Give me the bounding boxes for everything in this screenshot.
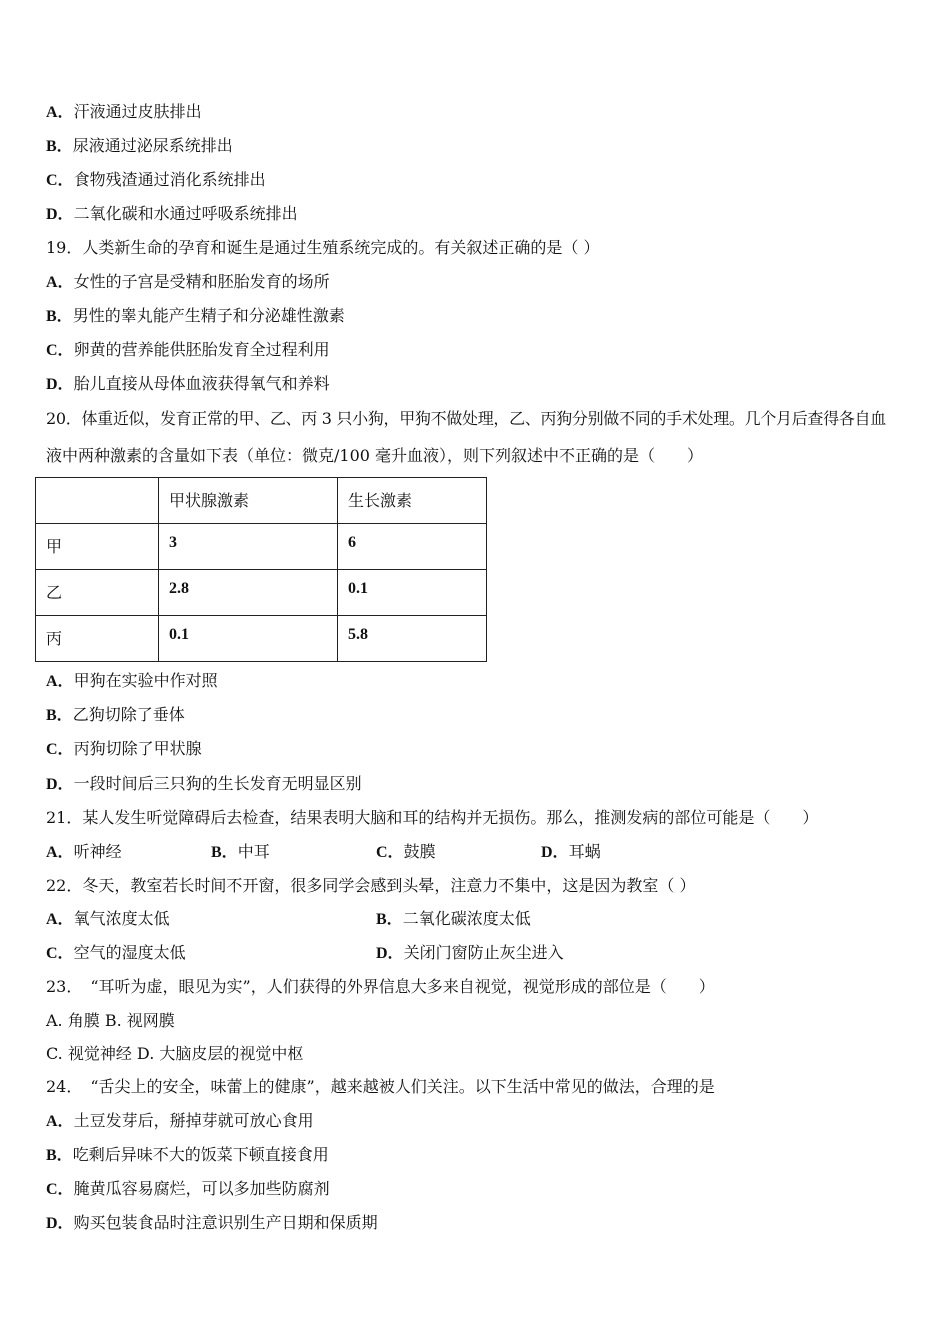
q22-option-d: D．关闭门窗防止灰尘进入 [376,943,564,962]
table-cell: 0.1 [159,616,338,662]
q20-option-a: A．甲狗在实验中作对照 [46,671,218,690]
q24-option-d: D．购买包装食品时注意识别生产日期和保质期 [46,1213,378,1232]
table-cell: 甲 [36,524,159,570]
q23-stem: 23． “耳听为虚，眼见为实”，人们获得的外界信息大多来自视觉，视觉形成的部位是（ ） [46,977,715,996]
q24-option-a: A．土豆发芽后，掰掉芽就可放心食用 [46,1111,314,1130]
table-cell: 0.1 [338,570,487,616]
q18-option-a: A．汗液通过皮肤排出 [46,102,202,121]
table-row [36,570,487,616]
q21-option-a: A．听神经 [46,842,122,861]
table-cell: 乙 [36,570,159,616]
q24-option-c: C．腌黄瓜容易腐烂，可以多加些防腐剂 [46,1179,330,1198]
q18-option-d: D．二氧化碳和水通过呼吸系统排出 [46,204,298,223]
table-header-cell [36,478,159,524]
q24-option-b: B．吃剩后异味不大的饭菜下顿直接食用 [46,1145,329,1164]
q20-option-b: B．乙狗切除了垂体 [46,705,185,724]
table-row [36,616,487,662]
q22-option-a: A．氧气浓度太低 [46,909,170,928]
q18-option-b: B．尿液通过泌尿系统排出 [46,136,233,155]
table-header-cell: 生长激素 [338,478,487,524]
q22-stem: 22．冬天，教室若长时间不开窗，很多同学会感到头晕，注意力不集中，这是因为教室（ ） [46,876,696,895]
table-cell: 2.8 [159,570,338,616]
q19-option-b: B．男性的睾丸能产生精子和分泌雄性激素 [46,306,345,325]
q23-options-line2: C. 视觉神经 D. 大脑皮层的视觉中枢 [46,1044,304,1063]
q18-option-c: C．食物残渣通过消化系统排出 [46,170,266,189]
q22-option-c: C．空气的湿度太低 [46,943,186,962]
table-row [36,524,487,570]
table-cell: 丙 [36,616,159,662]
q20-option-c: C．丙狗切除了甲状腺 [46,739,202,758]
q23-options-line1: A. 角膜 B. 视网膜 [46,1011,175,1030]
q19-option-a: A．女性的子宫是受精和胚胎发育的场所 [46,272,330,291]
q24-stem: 24． “舌尖上的安全，味蕾上的健康”，越来越被人们关注。以下生活中常见的做法，合理的是 [46,1077,715,1096]
q19-stem: 19．人类新生命的孕育和诞生是通过生殖系统完成的。有关叙述正确的是（ ） [46,238,600,257]
table-header-row [36,478,487,524]
q20-stem-line1: 20．体重近似，发育正常的甲、乙、丙 3 只小狗，甲狗不做处理，乙、丙狗分别做不同的手术处理。几个月后查得各自血 [46,409,886,428]
table-cell: 6 [338,524,487,570]
table-cell: 3 [159,524,338,570]
q19-option-d: D．胎儿直接从母体血液获得氧气和养料 [46,374,330,393]
q22-option-b: B．二氧化碳浓度太低 [376,909,531,928]
hormone-table [35,477,487,662]
q21-option-c: C．鼓膜 [376,842,436,861]
q19-option-c: C．卵黄的营养能供胚胎发育全过程利用 [46,340,330,359]
q21-option-d: D．耳蜗 [541,842,601,861]
q20-stem-line2: 液中两种激素的含量如下表（单位：微克/100 毫升血液），则下列叙述中不正确的是（ ） [46,446,704,465]
table-header-cell: 甲状腺激素 [159,478,338,524]
q21-option-b: B．中耳 [211,842,270,861]
q20-option-d: D．一段时间后三只狗的生长发育无明显区别 [46,774,362,793]
table-cell: 5.8 [338,616,487,662]
q21-stem: 21．某人发生听觉障碍后去检查，结果表明大脑和耳的结构并无损伤。那么，推测发病的部位可能是（ ） [46,808,819,827]
